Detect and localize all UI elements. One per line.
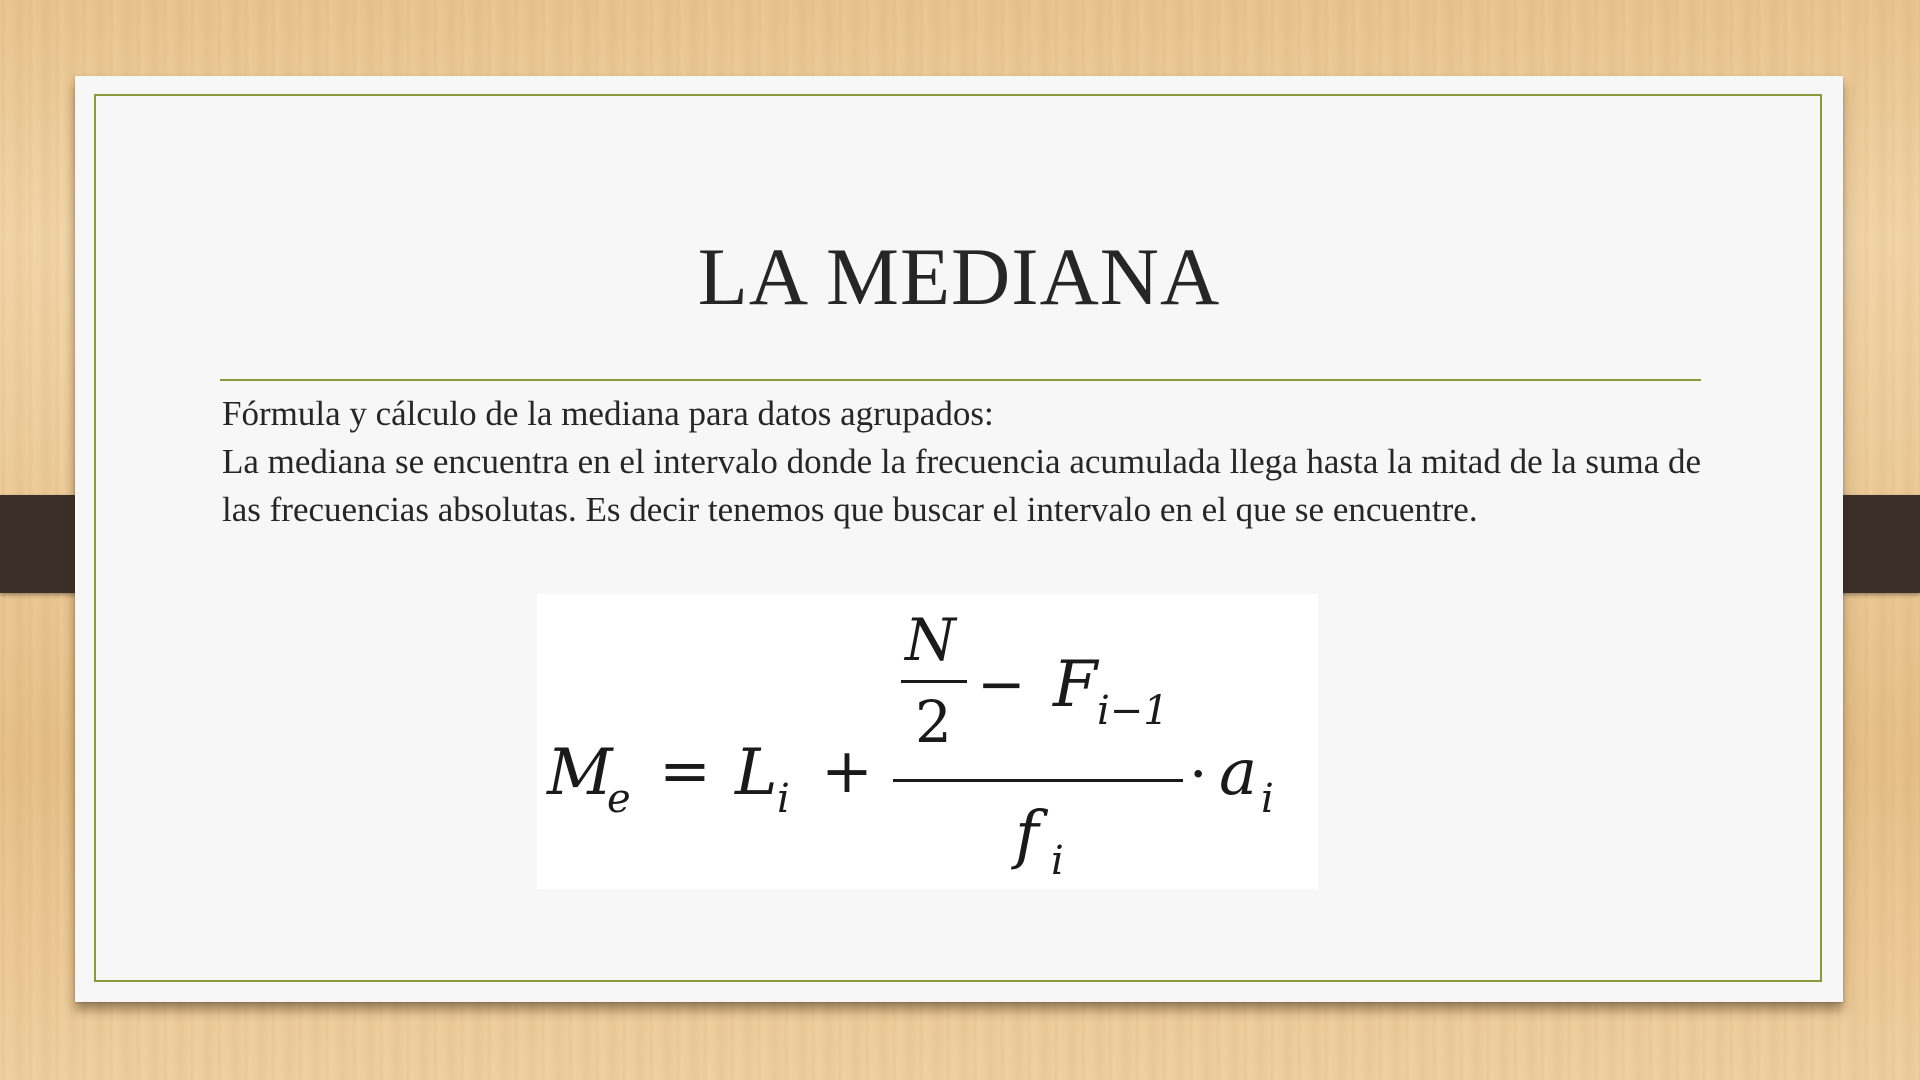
formula-plus: + [821, 734, 873, 807]
formula-denominator-sub: i [1051, 838, 1064, 884]
formula-minus: − [977, 650, 1026, 718]
formula-inner-numerator: N [905, 606, 956, 674]
formula-width-sub: i [1261, 776, 1274, 822]
median-formula [537, 594, 1318, 889]
formula-lhs-sub: e [607, 776, 631, 822]
formula-lhs: M [547, 736, 613, 810]
formula-denominator: f [1015, 798, 1039, 872]
title-divider [220, 379, 1701, 381]
formula-equals: = [659, 734, 711, 807]
formula-cumulative: F [1053, 648, 1098, 722]
formula-inner-fraction-bar [901, 680, 967, 683]
slide-body [222, 390, 1712, 534]
formula-term: L [735, 736, 778, 810]
slide-card [75, 76, 1843, 1002]
formula-term-sub: i [777, 776, 790, 822]
formula-dot: · [1189, 740, 1208, 808]
formula-main-fraction-bar [893, 779, 1183, 782]
formula-inner-denominator: 2 [915, 688, 952, 756]
formula-cumulative-sub: i−1 [1097, 688, 1169, 734]
formula-width-var: a [1219, 736, 1258, 810]
explanation-paragraph: La mediana se encuentra en el intervalo donde la frecuencia acumulada llega hasta la mitad de la suma de las frecuencias absolutas. Es decir tenemos que buscar el intervalo en el que se encuentre. [222, 442, 1702, 529]
intro-paragraph: Fórmula y cálculo de la mediana para datos agrupados: [222, 394, 994, 433]
slide-title: LA MEDIANA [697, 231, 1221, 322]
